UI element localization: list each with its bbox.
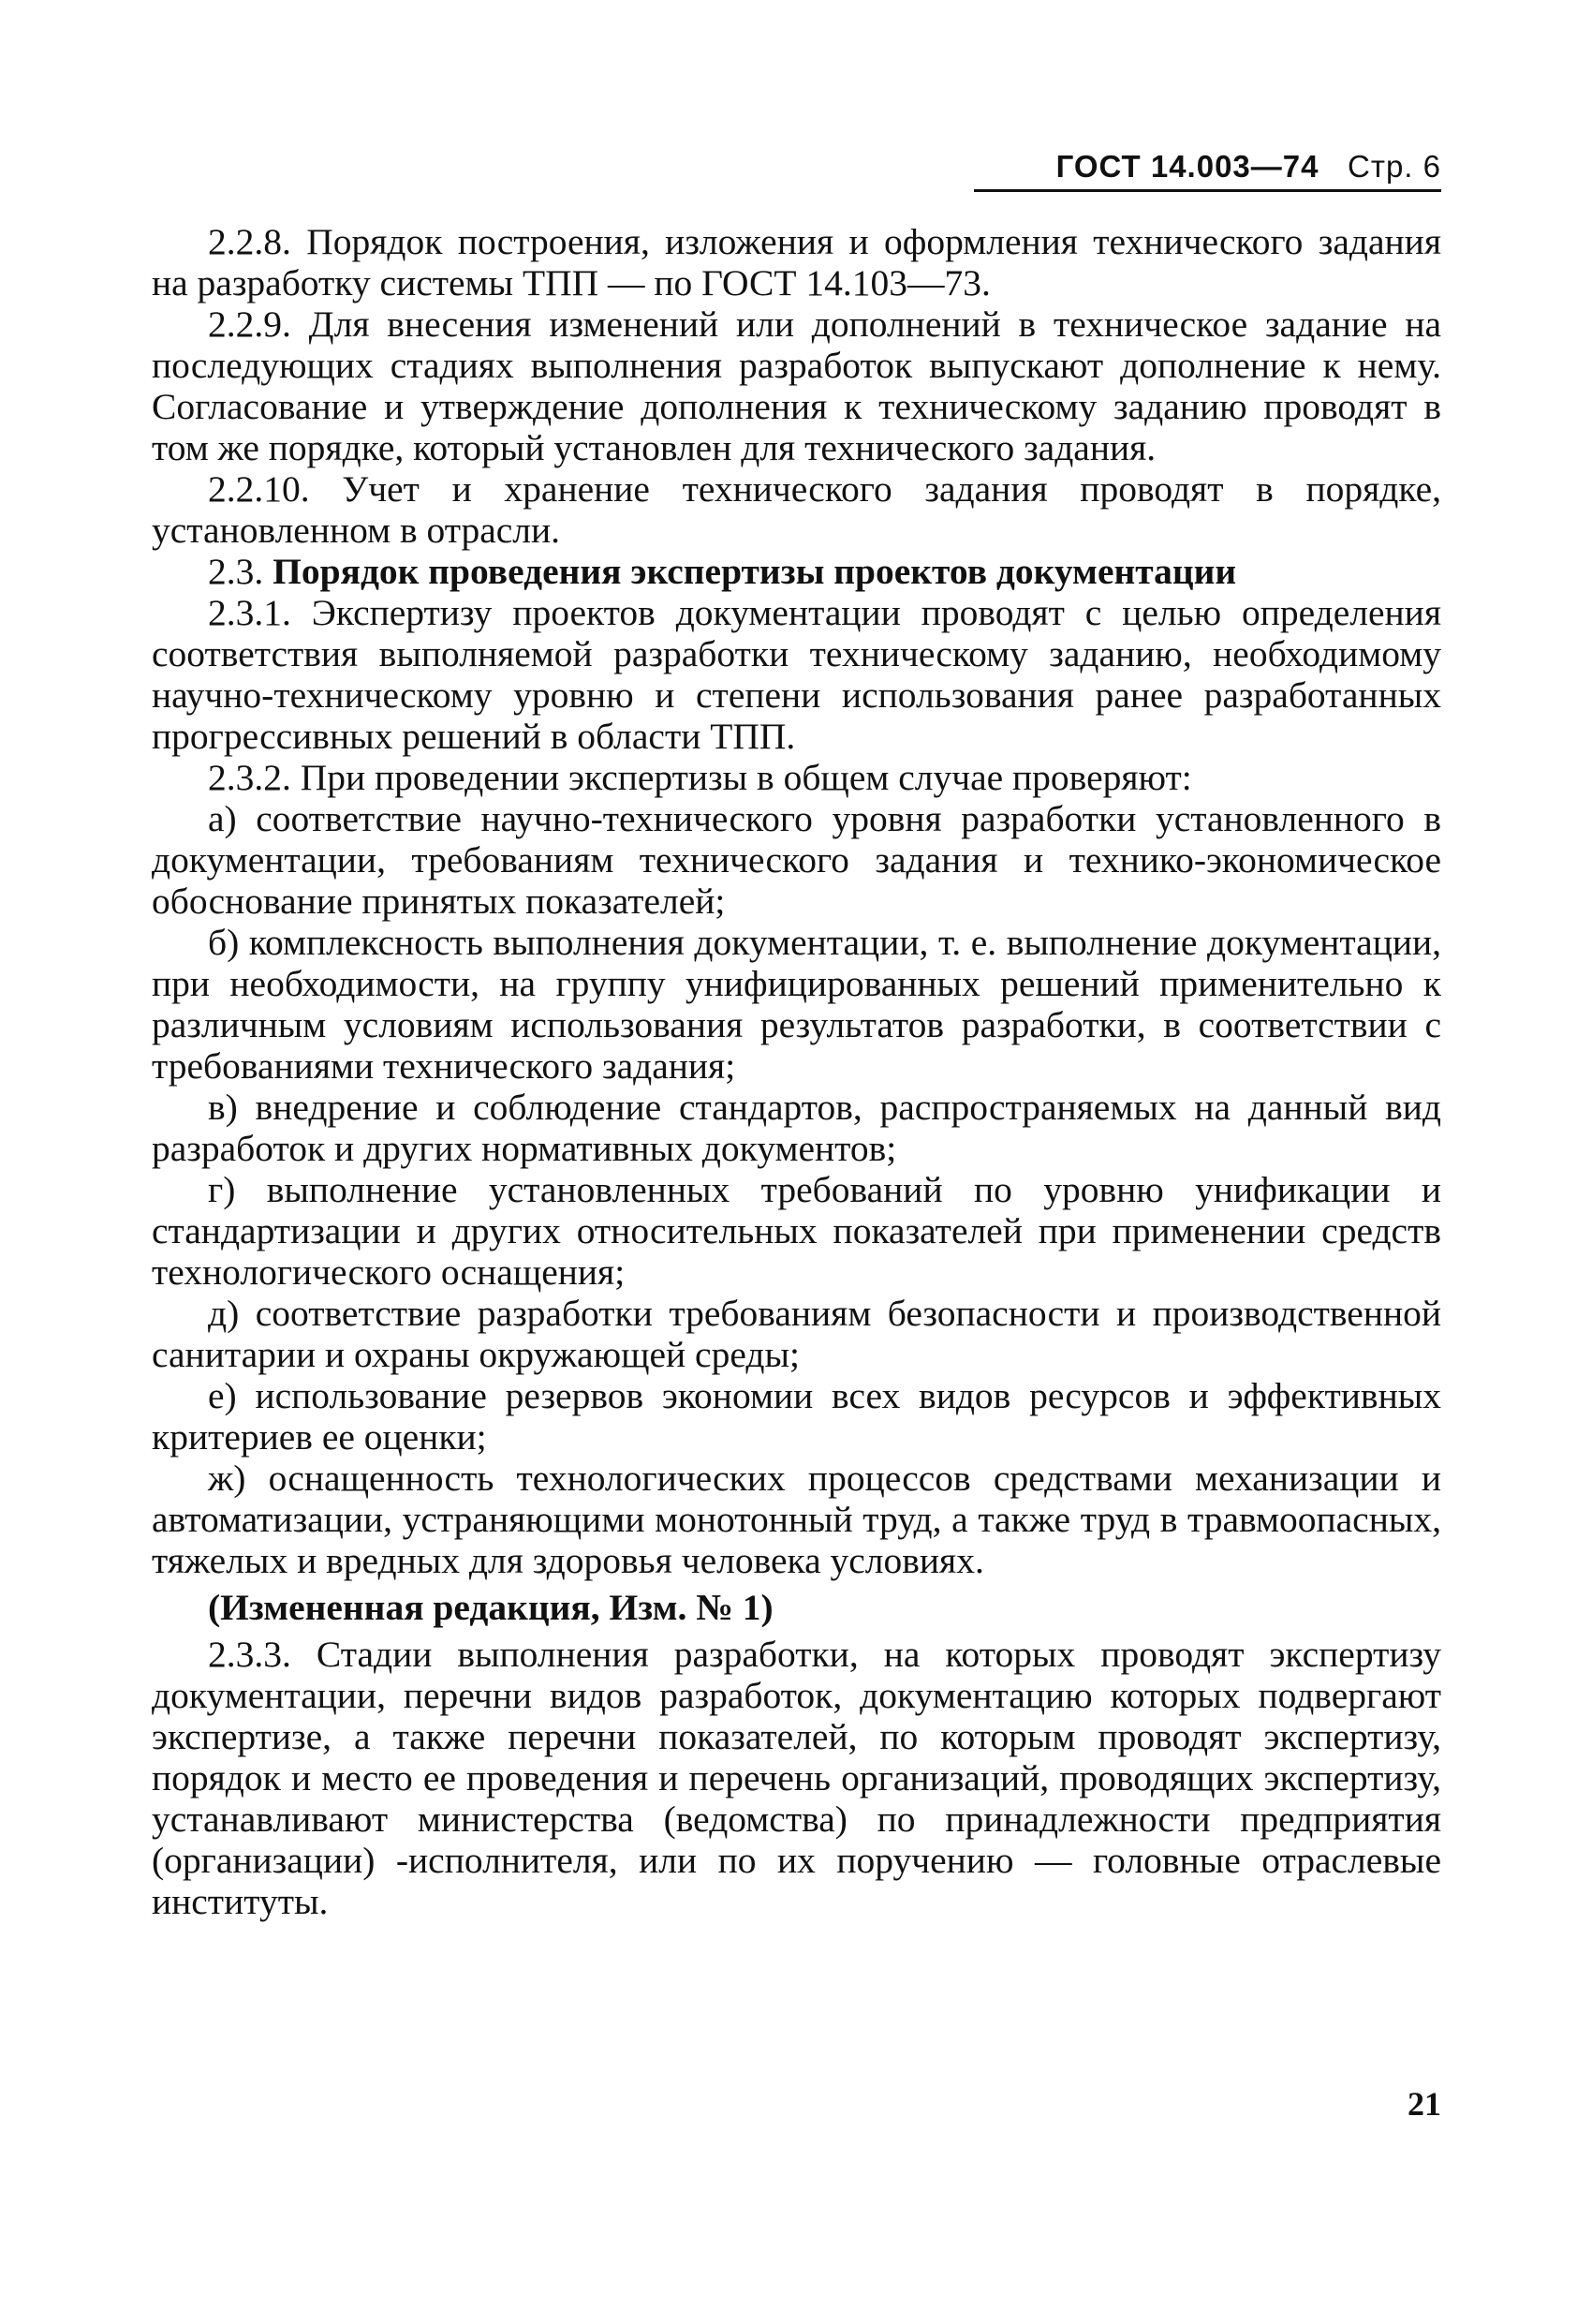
page-number: 21	[1408, 2085, 1441, 2123]
paragraph-2-2-8: 2.2.8. Порядок построения, изложения и оформления технического задания на разработку системы ТПП — по ГОСТ 14.103—73.	[152, 221, 1441, 303]
paragraph-2-2-10: 2.2.10. Учет и хранение технического задания проводят в порядке, установленном в отрасли.	[152, 468, 1441, 551]
list-item-v: в) внедрение и соблюдение стандартов, распространяемых на данный вид разработок и других нормативных документов;	[152, 1087, 1441, 1169]
paragraph-2-3-3: 2.3.3. Стадии выполнения разработки, на которых проводят экспертизу документации, перечни видов разработок, документацию которых подвергают экспертизе, а также перечни показателей, по которым проводят экспертизу, порядок и место ее проведения и перечень организаций, проводящих экспертизу, устанавливают министерства (ведомства) по принадлежности предприятия (организации) -исполнителя, или по их поручению — головные отраслевые институты.	[152, 1634, 1441, 1922]
list-item-d: д) соответствие разработки требованиям безопасности и производственной санитарии и охраны окружающей среды;	[152, 1293, 1441, 1375]
section-number: 2.3.	[208, 551, 273, 592]
list-item-e: е) использование резервов экономии всех видов ресурсов и эффективных критериев ее оценки;	[152, 1375, 1441, 1458]
paragraph-2-3-2: 2.3.2. При проведении экспертизы в общем случае проверяют:	[208, 757, 1192, 798]
paragraph-2-3-1: 2.3.1. Экспертизу проектов документации проводят с целью определения соответствия выполняемой разработки техническому заданию, необходимому научно-техническому уровню и степени использования ранее разработанных прогрессивных решений в области ТПП.	[152, 592, 1441, 757]
body-text	[152, 221, 1441, 1922]
amendment-note: (Измененная редакция, Изм. № 1)	[208, 1587, 774, 1628]
page-label: Стр. 6	[1348, 149, 1441, 184]
list-item-g: г) выполнение установленных требований по уровню унификации и стандартизации и других относительных показателей при применении средств технологического оснащения;	[152, 1169, 1441, 1293]
standard-number: ГОСТ 14.003—74	[1055, 149, 1319, 184]
list-item-a: а) соответствие научно-технического уровня разработки установленного в документации, требованиям технического задания и технико-экономическое обоснование принятых показателей;	[152, 798, 1441, 922]
page-header	[974, 148, 1441, 192]
list-item-b: б) комплексность выполнения документации, т. е. выполнение документации, при необходимости, на группу унифицированных решений применительно к различным условиям использования результатов разработки, в соответствии с требованиями технического задания;	[152, 922, 1441, 1087]
list-item-zh: ж) оснащенность технологических процессов средствами механизации и автоматизации, устраняющими монотонный труд, а также труд в травмоопасных, тяжелых и вредных для здоровья человека условиях.	[152, 1458, 1441, 1581]
section-heading-2-3	[152, 551, 1441, 592]
section-title: Порядок проведения экспертизы проектов документации	[273, 551, 1237, 592]
paragraph-2-2-9: 2.2.9. Для внесения изменений или дополнений в техническое задание на последующих стадиях выполнения разработок выпускают дополнение к нему. Согласование и утверждение дополнения к техническому заданию проводят в том же порядке, который установлен для технического задания.	[152, 303, 1441, 468]
